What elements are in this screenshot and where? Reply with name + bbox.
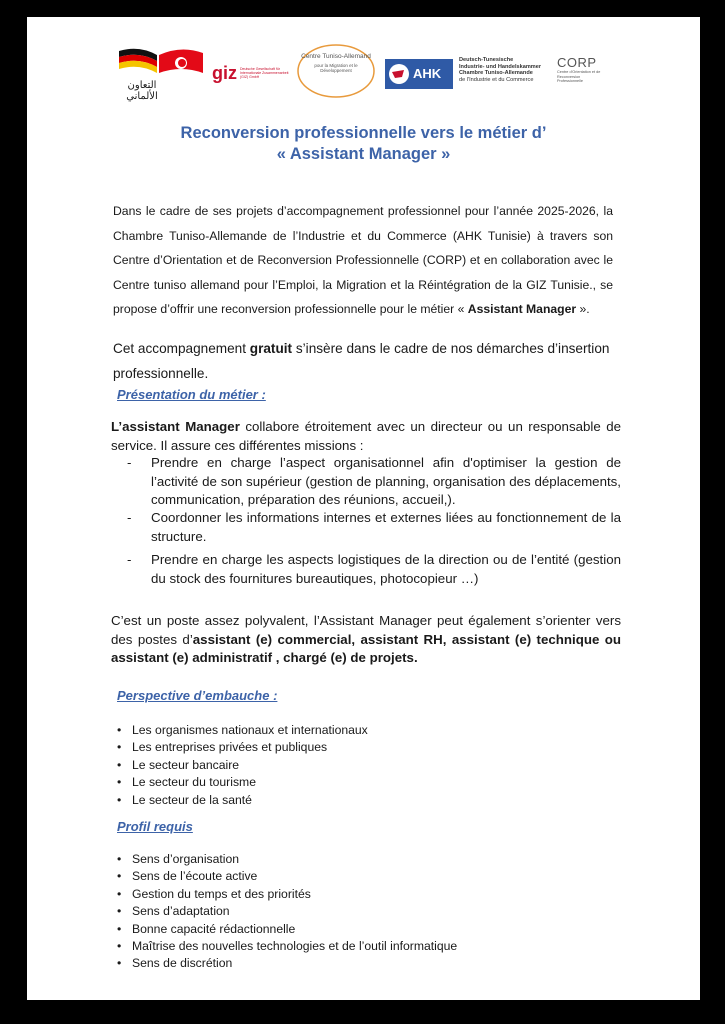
polyvalent-bold: assistant (e) commercial, assistant RH, assistant (e) technique ou assistant (e) administratif , chargé (e) de projets. [111,631,621,665]
corp-subtext: Centre d'Orientation et de Reconversion Professionnelle [557,70,601,83]
presentation-text: collabore étroitement avec un directeur ou un responsable de service. Il assure ces différentes missions : [111,419,622,453]
list-item [127,509,621,546]
dash-marker: - [127,510,132,525]
cooperation-text-1: التعاون [127,80,157,91]
mission-text: Coordonner les informations internes et externes liées au fonctionnement de la structure. [151,510,621,544]
cooperation-text-2: الألماني [126,91,158,102]
list-item: • Sens de discrétion [117,955,457,972]
intro-paragraph [113,199,613,322]
ahk-text: AHK [413,66,442,81]
intro-text-end: ». [576,302,590,316]
ahk-line-4: de l'Industrie et du Commerce [459,76,534,83]
list-item: • Le secteur bancaire [117,757,368,774]
page-title [27,123,700,165]
mission-text: Prendre en charge les aspects logistiques de la direction ou de l’entité (gestion du stock des fournitures bureautiques, photocopieur …) [151,552,621,586]
polyvalent-text: C’est un poste assez polyvalent, l’Assistant Manager peut également s’orienter vers des postes d’ [111,613,621,647]
giz-text: giz [212,63,237,83]
giz-subtext: Deutsche Gesellschaft für Internationale Zusammenarbeit (GIZ) GmbH [240,67,289,79]
mission-text: Prendre en charge l’aspect organisationnel afin d'optimiser la gestion de l’activité de son supérieur (gestion de planning, organisation des déplacements, communication, préparation des réunions, accueil,). [151,455,621,507]
polyvalent-paragraph [111,612,621,668]
corp-text: CORP [557,55,597,70]
gratuit-text: Cet accompagnement [113,341,250,356]
list-item: • Sens d’organisation [117,851,457,868]
list-item: • Maîtrise des nouvelles technologies et de l’outil informatique [117,938,457,955]
ctam-text-2: pour la Migration et le Développement [314,63,358,73]
logos-bar [27,41,700,101]
gratuit-paragraph [113,336,633,386]
list-item: • Le secteur du tourisme [117,774,368,791]
ahk-line-2: Industrie- und Handelskammer [459,63,542,70]
profil-list [117,851,457,973]
list-item: • Les entreprises privées et publiques [117,739,368,756]
list-item: • Bonne capacité rédactionnelle [117,921,457,938]
gratuit-text-end: s’insère dans le cadre de nos démarches d’insertion professionnelle. [113,341,610,381]
list-item [127,454,621,510]
title-line-1: Reconversion professionnelle vers le métier d’ [180,124,547,142]
ctam-logo [295,43,377,99]
presentation-bold: L’assistant Manager [111,419,240,434]
list-item: • Sens d’adaptation [117,903,457,920]
intro-text: Dans le cadre de ses projets d’accompagnement professionnel pour l’année 2025-2026, la Chambre Tuniso-Allemande de l’Industrie et du Commerce (AHK Tunisie) à travers son Centre d’Orientation et de Reconversion Professionnelle (CORP) et en collaboration avec le Centre tuniso allemand pour l’Emploi, la Migration et la Réintégration de la GIZ Tunisie., se propose d’offrir une reconversion professionnelle pour le métier « [113,204,613,316]
ahk-line-1: Deutsch-Tunesische [459,57,514,63]
corp-logo [557,55,609,95]
giz-logo [212,63,292,93]
ctam-text-1: Centre Tuniso-Allemand [301,53,371,60]
section-heading-presentation: Présentation du métier : [117,387,266,402]
dash-marker: - [127,552,132,567]
list-item: • Le secteur de la santé [117,792,368,809]
ahk-logo [385,57,545,91]
list-item: • Les organismes nationaux et internationaux [117,722,368,739]
presentation-paragraph [111,418,621,455]
title-line-2: « Assistant Manager » [276,145,451,163]
document-page [27,17,700,1000]
perspective-list [117,722,368,809]
section-heading-profil: Profil requis [117,819,193,834]
ahk-line-3: Chambre Tuniso-Allemande [459,70,533,77]
german-cooperation-logo [117,45,207,100]
dash-marker: - [127,455,132,470]
intro-bold: Assistant Manager [467,302,577,316]
section-heading-perspective: Perspective d’embauche : [117,688,278,703]
list-item: • Sens de l’écoute active [117,868,457,885]
list-item [127,551,621,588]
list-item: • Gestion du temps et des priorités [117,886,457,903]
gratuit-bold: gratuit [249,341,293,356]
